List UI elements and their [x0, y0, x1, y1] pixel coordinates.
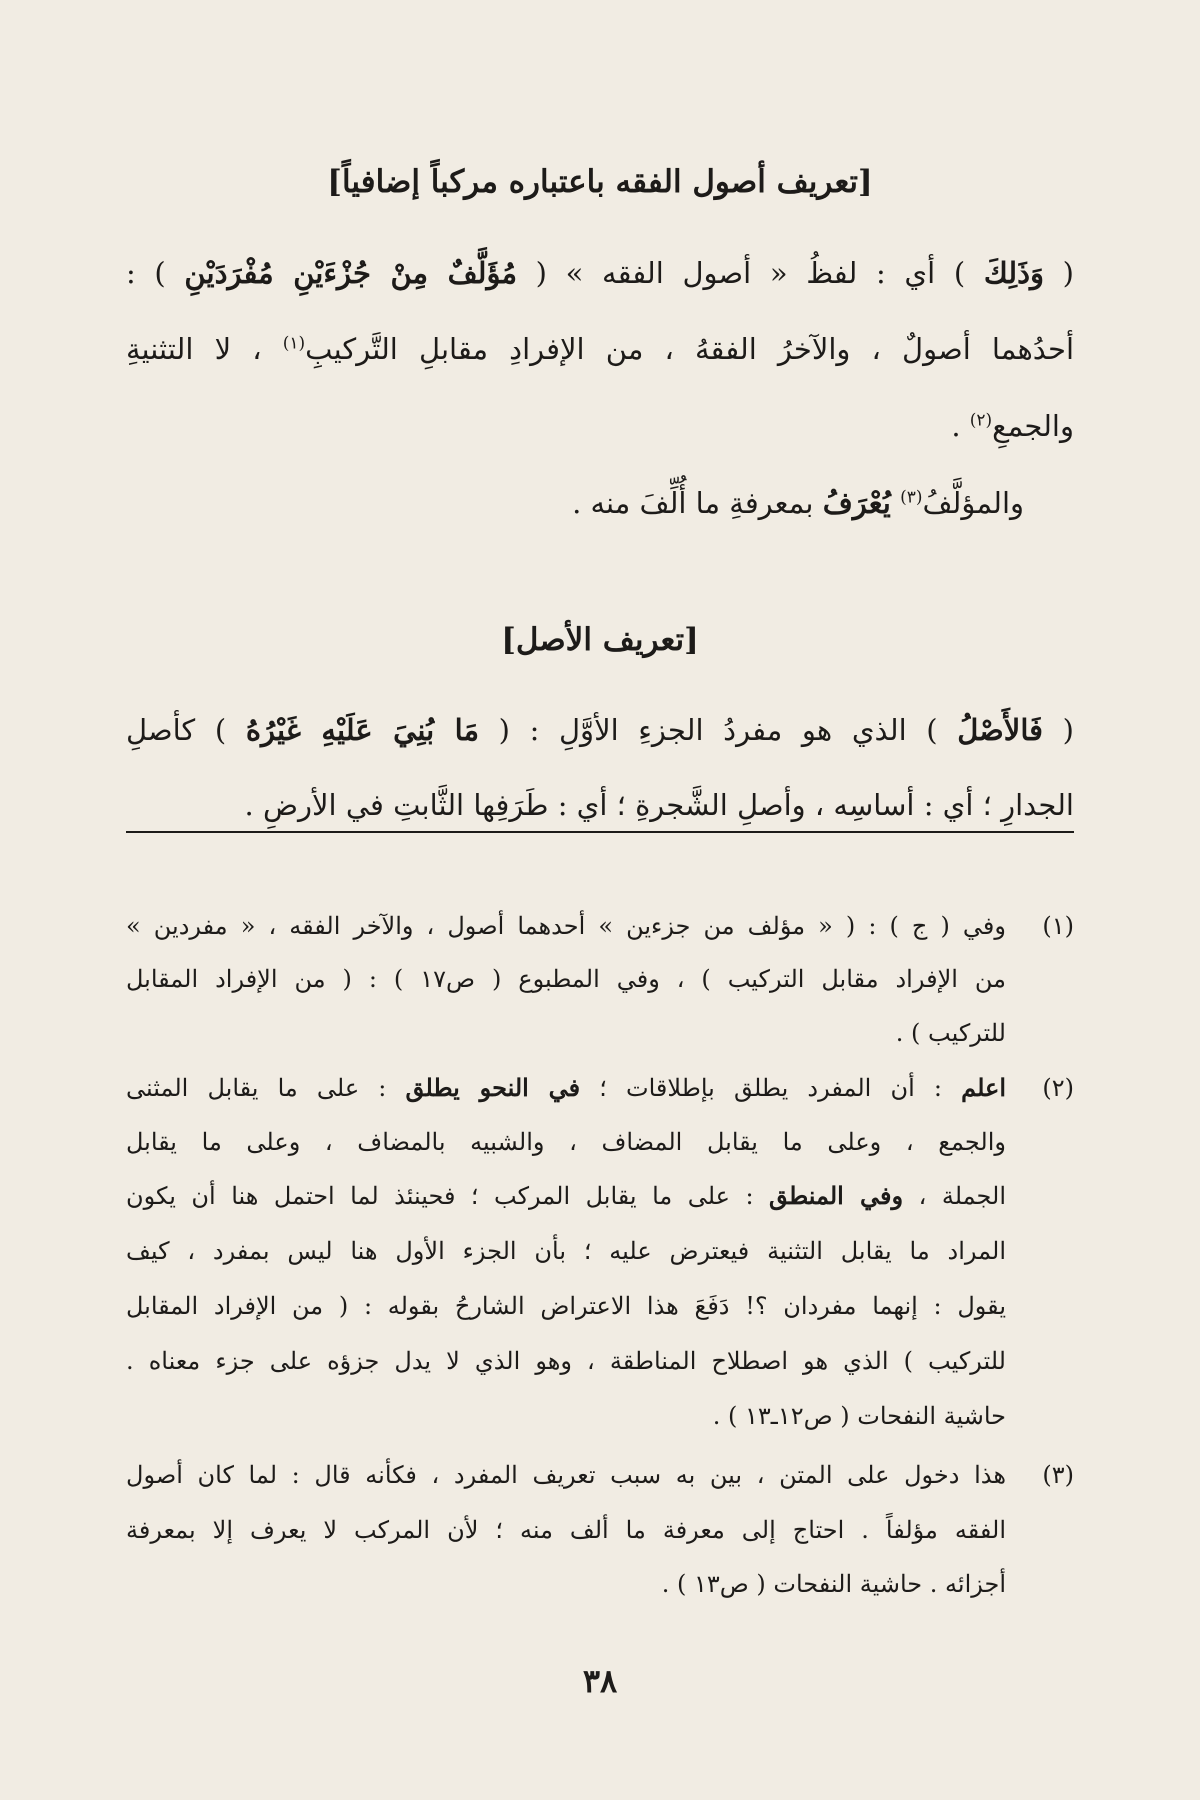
emphasis-text: في النحو يطلق: [405, 1073, 581, 1102]
emphasis-text: اعلم: [961, 1073, 1006, 1102]
footnote-line: والجمع ، وعلى ما يقابل المضاف ، والشبيه بالمضاف ، وعلى ما يقابل: [126, 1128, 1006, 1156]
text-segment: الجملة ،: [903, 1182, 1006, 1210]
footnote-line: وفي ( ج ) : ( « مؤلف من جزءين » أحدهما أصول ، والآخر الفقه ، « مفردين »: [126, 912, 1006, 940]
emphasis-text: وفي المنطق: [769, 1181, 904, 1210]
matn-text: مُؤَلَّفٌ مِنْ جُزْءَيْنِ مُفْرَدَيْنِ: [184, 256, 517, 290]
footnote-number: (٣): [1042, 1461, 1074, 1489]
text-segment: ) أي : لفظُ « أصول الفقه » (: [517, 256, 984, 290]
text-segment: : أن المفرد يطلق بإطلاقات ؛: [580, 1074, 962, 1102]
section-heading-usul-fiqh-definition: [تعريف أصول الفقه باعتباره مركباً إضافياً]: [327, 164, 873, 200]
main-text-line: الجدارِ ؛ أي : أساسِه ، وأصلِ الشَّجرةِ ؛ أي : طَرَفِها الثَّابتِ في الأرضِ .: [244, 788, 1074, 822]
matn-text: يُعْرَفُ: [822, 486, 891, 520]
footnote-line: أجزائه . حاشية النفحات ( ص١٣ ) .: [661, 1570, 1006, 1598]
footnote-line: حاشية النفحات ( ص١٢ـ١٣ ) .: [712, 1402, 1006, 1430]
footnote-line: من الإفراد مقابل التركيب ) ، وفي المطبوع ( ص١٧ ) : ( من الإفراد المقابل: [126, 965, 1006, 993]
footnote-line: يقول : إنهما مفردان ؟! دَفَعَ هذا الاعتراض الشارحُ بقوله : ( من الإفراد المقابل: [126, 1292, 1006, 1320]
footnote-marker[interactable]: (٢): [969, 410, 993, 431]
text-segment: أحدُهما أصولٌ ، والآخرُ الفقهُ ، من الإفرادِ مقابلِ التَّركيبِ: [305, 332, 1075, 366]
footnote-marker[interactable]: (١): [282, 333, 306, 354]
main-text-line: [126, 709, 1074, 751]
page-number: ٣٨: [582, 1662, 618, 1700]
main-text-line: [126, 252, 1074, 294]
text-segment: ) :: [126, 256, 185, 290]
text-segment: : على ما يقابل المركب ؛ فحينئذ لما احتمل هنا أن يكون: [126, 1182, 770, 1210]
matn-text: وَذَلِكَ: [983, 256, 1045, 290]
matn-text: فَالأَصْلُ: [957, 713, 1044, 747]
text-segment: .: [951, 409, 970, 443]
main-text-line: [126, 405, 1074, 447]
footnote-separator: [126, 831, 1074, 833]
footnote-line: [126, 1068, 1006, 1108]
section-heading-asl-definition: [تعريف الأصل]: [501, 622, 699, 658]
text-segment: [891, 486, 900, 520]
footnote-line: للتركيب ) .: [895, 1019, 1006, 1047]
footnote-line: [126, 1176, 1006, 1216]
footnote-number: (٢): [1042, 1074, 1074, 1102]
footnote-line: هذا دخول على المتن ، بين به سبب تعريف المفرد ، فكأنه قال : لما كان أصول: [126, 1461, 1006, 1489]
main-text-line: [76, 482, 1024, 524]
footnote-marker[interactable]: (٣): [900, 487, 923, 508]
text-segment: (: [1043, 713, 1074, 747]
text-segment: ، لا التثنيةِ: [126, 332, 283, 366]
matn-text: مَا بُنِيَ عَلَيْهِ غَيْرُهُ: [245, 713, 480, 747]
text-segment: : على ما يقابل المثنى: [126, 1074, 406, 1102]
text-segment: والمؤلَّفُ: [922, 486, 1024, 520]
text-segment: ) كأصلِ: [126, 713, 246, 747]
text-segment: ) الذي هو مفردُ الجزءِ الأوَّلِ : (: [479, 713, 958, 747]
text-segment: بمعرفةِ ما أُلِّفَ منه .: [572, 486, 823, 520]
footnote-line: المراد ما يقابل التثنية فيعترض عليه ؛ بأن الجزء الأول هنا ليس بمفرد ، كيف: [126, 1237, 1006, 1265]
main-text-line: [126, 328, 1074, 370]
footnote-line: للتركيب ) الذي هو اصطلاح المناطقة ، وهو الذي لا يدل جزؤه على جزء معناه .: [126, 1347, 1006, 1375]
text-segment: (: [1044, 256, 1074, 290]
text-segment: والجمعِ: [992, 409, 1074, 443]
footnote-line: الفقه مؤلفاً . احتاج إلى معرفة ما ألف منه ؛ لأن المركب لا يعرف إلا بمعرفة: [126, 1516, 1006, 1544]
footnote-number: (١): [1042, 912, 1074, 940]
